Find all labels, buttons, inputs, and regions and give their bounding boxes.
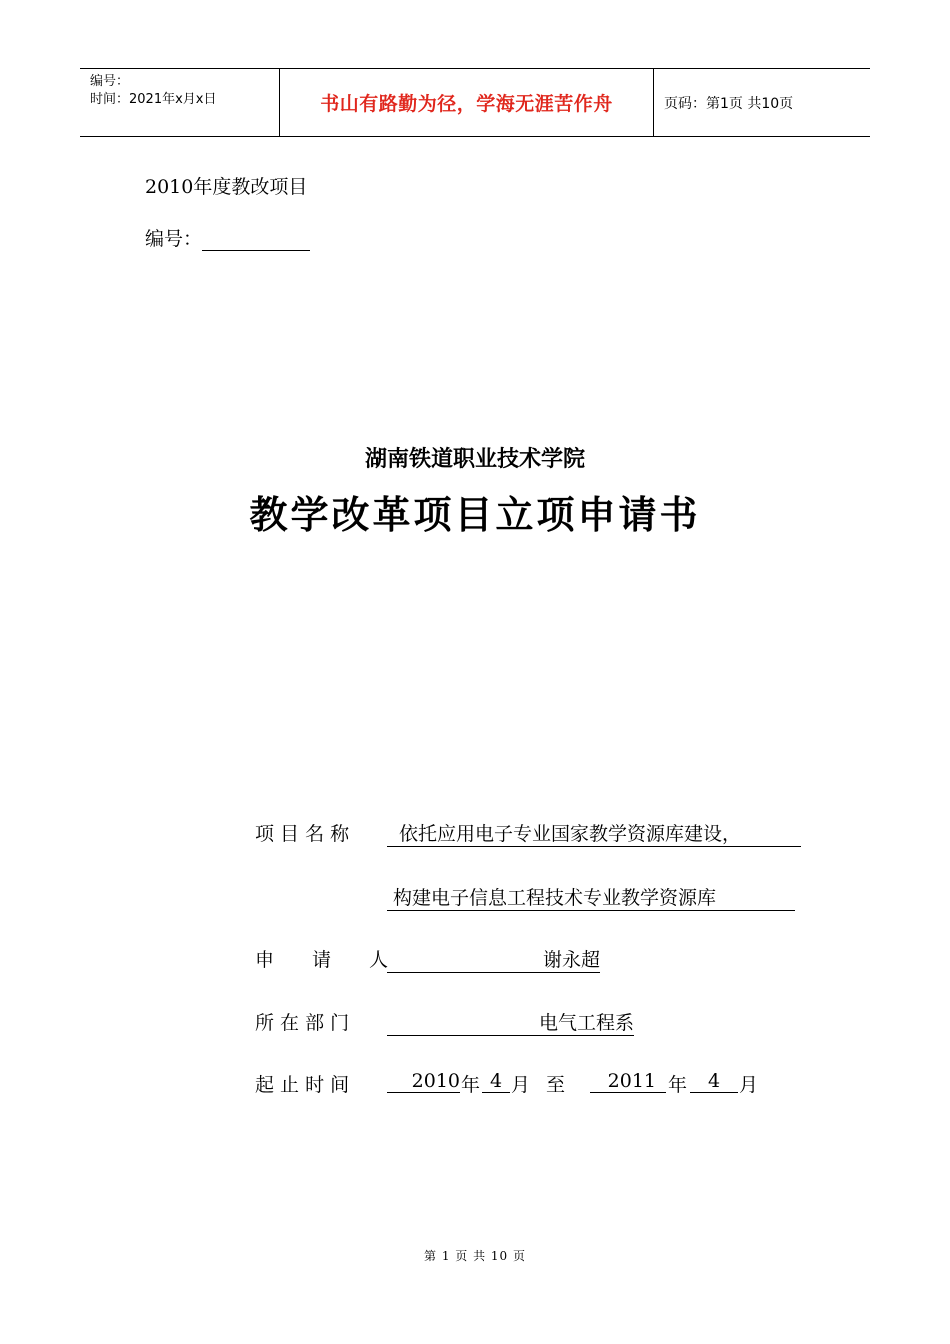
project-name-line1: 依托应用电子专业国家教学资源库建设， [387, 819, 801, 847]
start-month: 4 [482, 1070, 510, 1093]
department-label: 所 在 部 门 [255, 1012, 350, 1034]
start-year-char: 年 [461, 1074, 481, 1096]
end-month: 4 [690, 1070, 738, 1093]
header-meta [80, 69, 280, 136]
period-label: 起 止 时 间 [255, 1074, 350, 1096]
page-footer: 第 1 页 共 10 页 [424, 1249, 526, 1263]
header-page-info: 页码：第1页 共10页 [664, 95, 794, 112]
header-motto: 书山有路勤为径，学海无涯苦作舟 [280, 69, 654, 136]
document-code-blank [202, 230, 310, 251]
header-code: 编号： [90, 74, 130, 89]
page-header [80, 68, 870, 137]
applicant-label: 申 请 人 [255, 949, 389, 971]
start-year: 2010 [387, 1070, 460, 1093]
year-project-line: 2010年度教改项目 [145, 176, 308, 198]
header-time: 时间：2021年x月x日 [90, 92, 217, 107]
applicant-value: 谢永超 [387, 945, 600, 973]
end-year: 2011 [590, 1070, 666, 1093]
start-month-char: 月 [511, 1074, 531, 1096]
project-name-line2: 构建电子信息工程技术专业教学资源库 [387, 883, 795, 911]
document-code-line [145, 224, 310, 251]
end-year-char: 年 [668, 1074, 688, 1096]
document-title: 教学改革项目立项申请书 [249, 492, 701, 537]
to-char: 至 [546, 1074, 566, 1096]
project-name-label: 项 目 名 称 [255, 823, 350, 845]
department-value: 电气工程系 [387, 1008, 634, 1036]
end-month-char: 月 [739, 1074, 759, 1096]
school-name: 湖南铁道职业技术学院 [364, 447, 585, 472]
document-code-label: 编号： [145, 228, 203, 250]
